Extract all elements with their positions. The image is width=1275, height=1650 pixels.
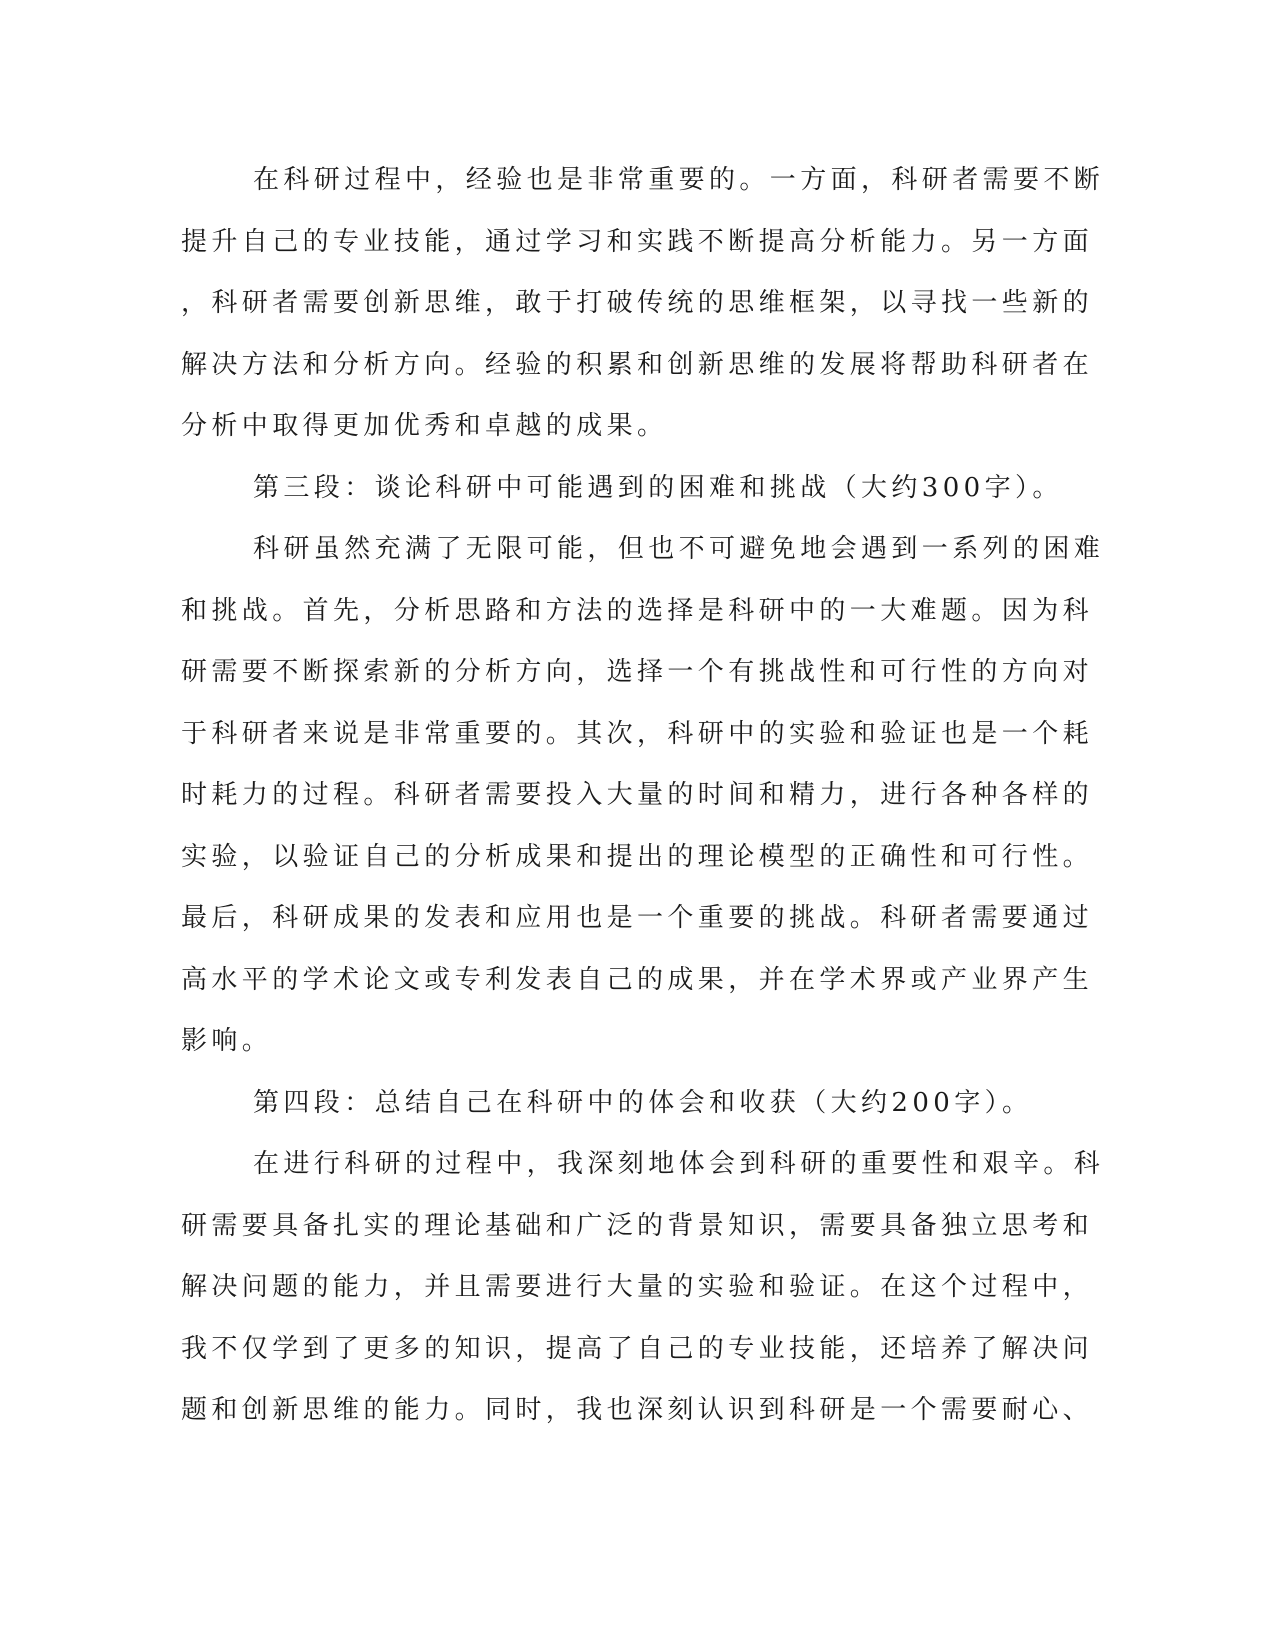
paragraph-line: 科研虽然充满了无限可能，但也不可避免地会遇到一系列的困难 [253,534,1105,564]
paragraph-line: 解决问题的能力，并且需要进行大量的实验和验证。在这个过程中， [181,1272,1094,1302]
paragraph-line: 于科研者来说是非常重要的。其次，科研中的实验和验证也是一个耗 [181,718,1094,749]
paragraph-line: 影响。 [181,1026,273,1056]
paragraph-line: 提升自己的专业技能，通过学习和实践不断提高分析能力。另一方面 [181,226,1094,257]
paragraph-line: 时耗力的过程。科研者需要投入大量的时间和精力，进行各种各样的 [181,780,1094,810]
paragraph-line: 和挑战。首先，分析思路和方法的选择是科研中的一大难题。因为科 [181,595,1094,626]
paragraph-line: 实验，以验证自己的分析成果和提出的理论模型的正确性和可行性。 [181,841,1094,872]
paragraph-line: 在进行科研的过程中，我深刻地体会到科研的重要性和艰辛。科 [253,1149,1105,1179]
paragraph-line: 分析中取得更加优秀和卓越的成果。 [181,411,668,441]
paragraph-line: ，科研者需要创新思维，敢于打破传统的思维框架，以寻找一些新的 [181,288,1094,318]
paragraph-line: 题和创新思维的能力。同时，我也深刻认识到科研是一个需要耐心、 [181,1395,1094,1425]
paragraph-line: 研需要不断探索新的分析方向，选择一个有挑战性和可行性的方向对 [181,657,1094,687]
section-heading-4: 第四段：总结自己在科研中的体会和收获（大约200字）。 [253,1087,1033,1118]
document-body [181,150,1105,1442]
paragraph-line: 解决方法和分析方向。经验的积累和创新思维的发展将帮助科研者在 [181,349,1094,380]
paragraph-line: 研需要具备扎实的理论基础和广泛的背景知识，需要具备独立思考和 [181,1210,1094,1241]
paragraph-line: 在科研过程中，经验也是非常重要的。一方面，科研者需要不断 [253,165,1105,195]
paragraph-line: 最后，科研成果的发表和应用也是一个重要的挑战。科研者需要通过 [181,903,1094,933]
paragraph-line: 高水平的学术论文或专利发表自己的成果，并在学术界或产业界产生 [181,964,1094,995]
paragraph-line: 我不仅学到了更多的知识，提高了自己的专业技能，还培养了解决问 [181,1333,1094,1364]
section-heading-3: 第三段：谈论科研中可能遇到的困难和挑战（大约300字）。 [253,472,1063,503]
